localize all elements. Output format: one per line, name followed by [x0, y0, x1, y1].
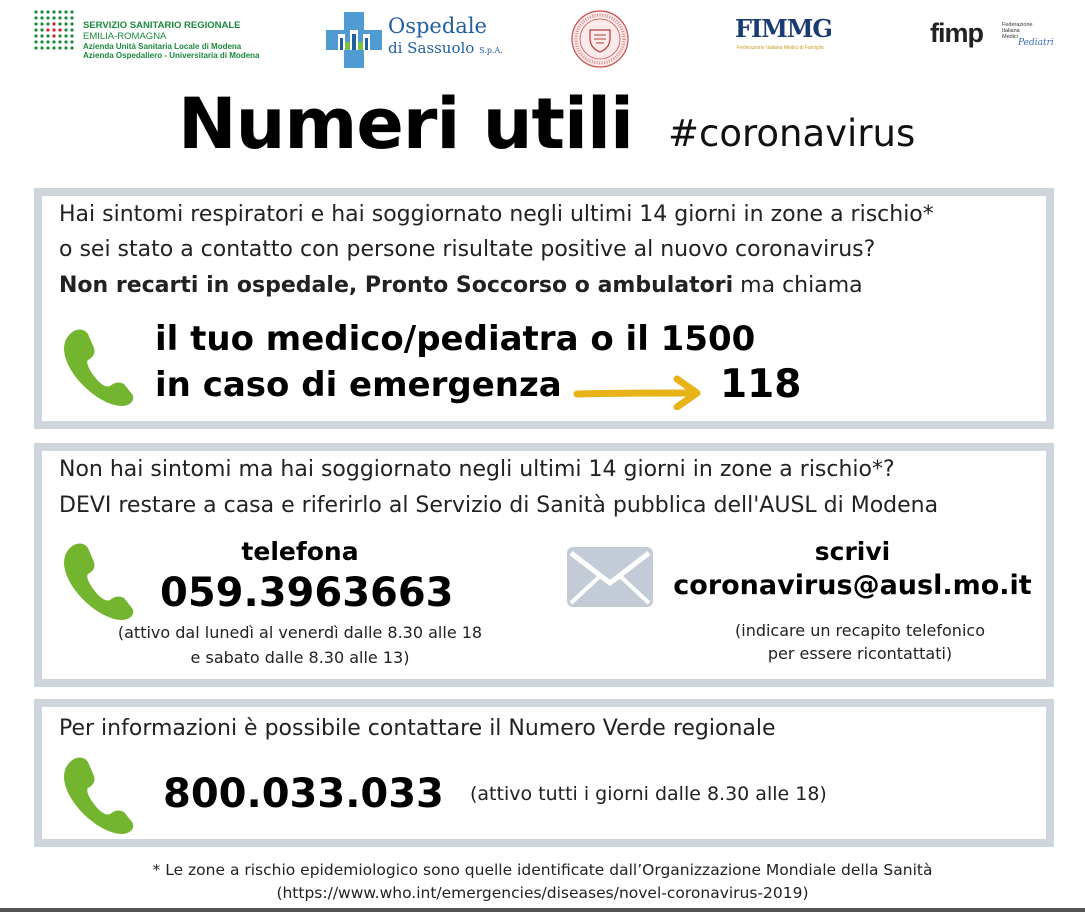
email-note-1: (indicare un recapito telefonico	[735, 621, 985, 640]
fimp-name: fimp	[930, 18, 983, 48]
phone-hours-1: (attivo dal lunedì al venerdì dalle 8.30 alle 18	[117, 623, 483, 642]
arrow-right-icon	[573, 374, 705, 410]
call-doctor-text: il tuo medico/pediatra o il 1500	[155, 319, 756, 359]
page-title: Numeri utili	[178, 83, 633, 165]
fimp-sub-1: Federazione	[1002, 22, 1033, 28]
footnote-line-2[interactable]: (https://www.who.int/emergencies/diseases/novel-coronavirus-2019)	[276, 884, 809, 902]
envelope-icon	[565, 545, 655, 609]
toll-free-number[interactable]: 800.033.033	[163, 771, 444, 817]
ser-line-2: EMILIA-ROMAGNA	[83, 31, 167, 42]
phone-number[interactable]: 059.3963663	[160, 570, 454, 616]
ospedale-suffix: S.p.A.	[479, 46, 503, 55]
fimmg-logo	[735, 14, 832, 60]
phone-icon	[62, 754, 134, 834]
phone-icon	[62, 326, 134, 406]
bottom-border	[0, 908, 1085, 912]
box1-warning: Non recarti in ospedale, Pronto Soccorso o ambulatori	[59, 273, 734, 298]
box1-line-3-rest: ma chiama	[733, 273, 863, 298]
box1-line-3	[59, 268, 863, 304]
fimp-sub-2: Italiana	[1002, 28, 1020, 34]
box2-line-2: DEVI restare a casa e riferirlo al Servizio di Sanità pubblica dell'AUSL di Modena	[59, 493, 939, 518]
write-label: scrivi	[814, 537, 891, 566]
box1-line-1: Hai sintomi respiratori e hai soggiornato negli ultimi 14 giorni in zone a rischio*	[59, 202, 934, 227]
phone-icon	[62, 540, 134, 620]
fimp-logo	[930, 18, 1054, 58]
ospedale-sassuolo-logo	[326, 12, 506, 67]
ser-line-3: Azienda Unità Sanitaria Locale di Modena	[83, 42, 242, 51]
fimp-pediatri: Pediatri	[1018, 38, 1054, 48]
title-hashtag: #coronavirus	[668, 112, 916, 155]
email-address[interactable]: coronavirus@ausl.mo.it	[673, 570, 1032, 601]
phone-label: telefona	[241, 537, 359, 566]
ser-emilia-romagna-logo	[33, 9, 268, 67]
fimmg-name: FIMMG	[735, 14, 832, 43]
ospedale-line-1: Ospedale	[388, 14, 487, 38]
circular-seal-logo	[570, 8, 630, 70]
email-note-2: per essere ricontattati)	[767, 644, 953, 663]
emergency-text: in caso di emergenza	[155, 365, 562, 405]
seal-icon	[570, 8, 630, 70]
phone-hours-2: e sabato dalle 8.30 alle 13)	[190, 648, 410, 667]
ospedale-logo-text	[388, 14, 503, 61]
toll-free-hours: (attivo tutti i giorni dalle 8.30 alle 18)	[470, 783, 827, 805]
box2-line-1: Non hai sintomi ma hai soggiornato negli ultimi 14 giorni in zone a rischio*?	[59, 457, 895, 482]
box3-line-1: Per informazioni è possibile contattare il Numero Verde regionale	[59, 716, 776, 741]
cross-logo-icon	[326, 12, 382, 68]
fimp-sub-3: Medici	[1002, 34, 1018, 40]
dotted-grid-logo-icon	[33, 9, 75, 55]
ser-line-4: Azienda Ospedaliero - Universitaria di Modena	[83, 51, 260, 60]
emergency-number[interactable]: 118	[720, 362, 802, 407]
fimmg-sub: Federazione Italiana Medici di Famiglia	[737, 45, 824, 51]
footnote-line-1: * Le zone a rischio epidemiologico sono quelle identificate dall’Organizzazione Mondiale della Sanità	[152, 861, 933, 879]
box1-line-2: o sei stato a contatto con persone risultate positive al nuovo coronavirus?	[59, 237, 876, 262]
ospedale-line-2: di Sassuolo	[388, 39, 475, 57]
ser-logo-text	[83, 20, 260, 60]
ser-line-1: SERVIZIO SANITARIO REGIONALE	[83, 20, 241, 31]
